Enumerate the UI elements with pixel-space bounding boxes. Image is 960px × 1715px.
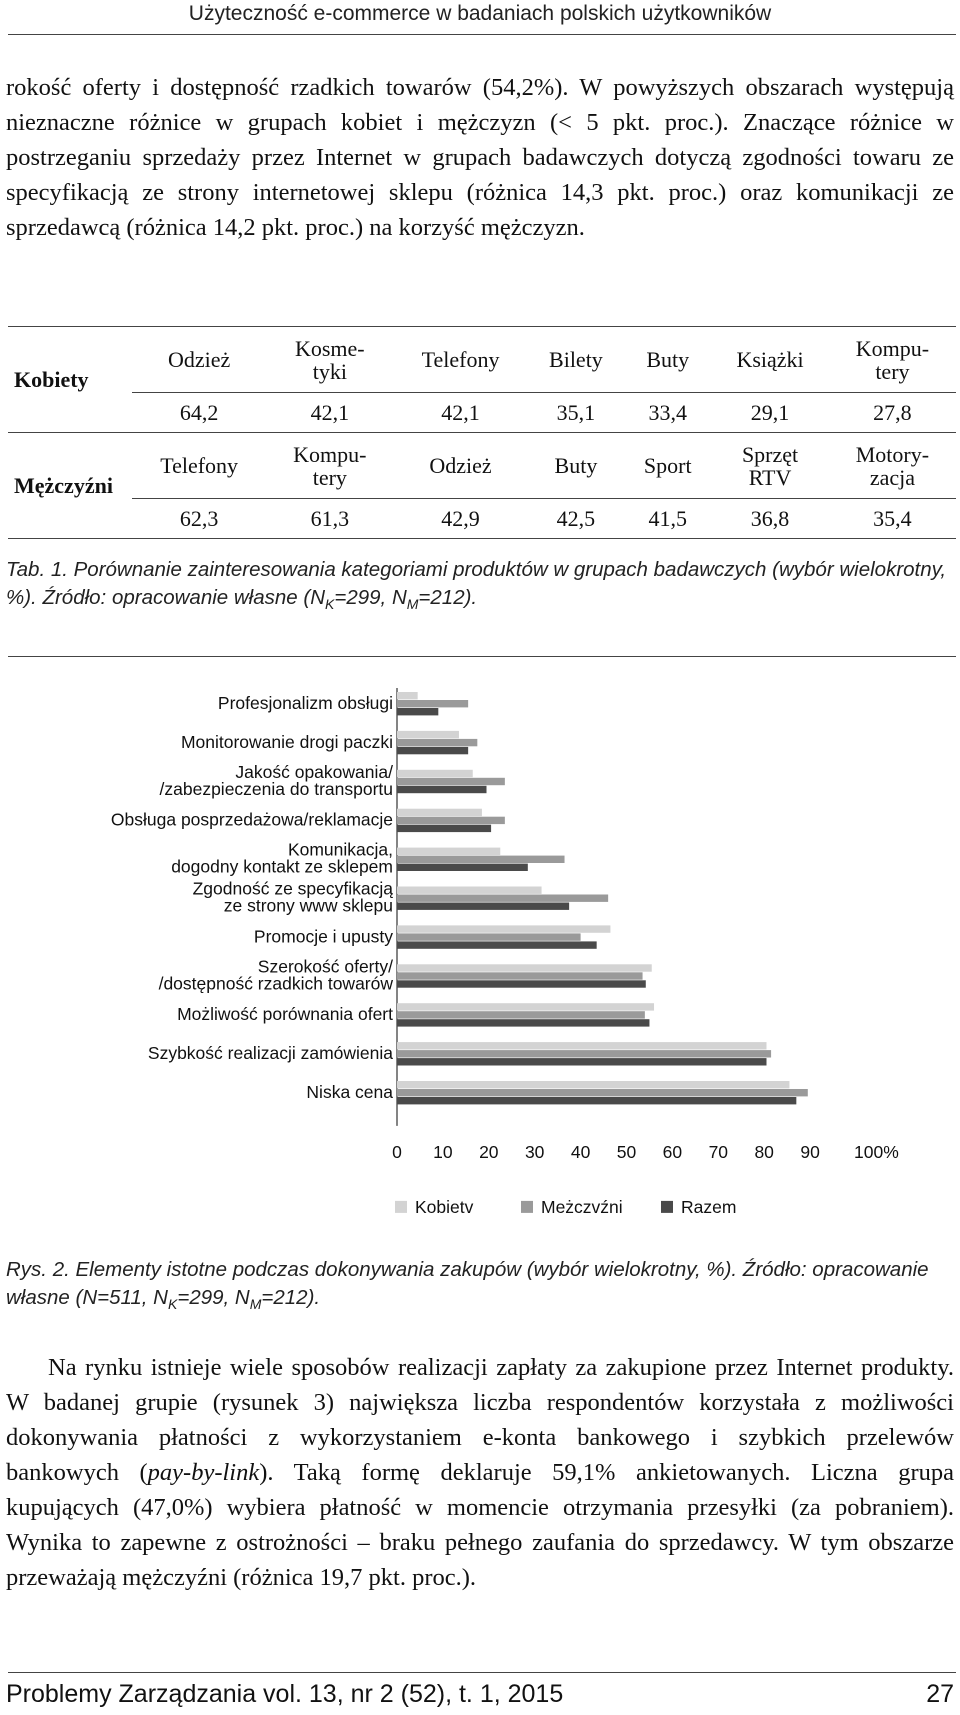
category-label: Zgodność ze specyfikacją ze strony www sklepu	[192, 878, 393, 916]
table-category-cell: Kompu- tery	[266, 433, 393, 499]
legend-label: Razem	[681, 1196, 737, 1217]
bar-mężczyźni	[397, 700, 468, 707]
bar-razem	[397, 1058, 766, 1065]
table-category-cell: Kompu- tery	[829, 327, 956, 393]
bar-razem	[397, 1097, 796, 1104]
bar-razem	[397, 1019, 649, 1026]
journal-footer	[6, 1680, 954, 1709]
table-value-cell: 62,3	[132, 499, 266, 539]
bar-kobiety	[397, 848, 500, 855]
bar-mężczyźni	[397, 972, 643, 979]
table-category-cell: Kosme- tyki	[266, 327, 393, 393]
table-group-label: Mężczyźni	[8, 433, 132, 539]
table-category-cell: Bilety	[528, 327, 625, 393]
table-category-cell: Motory- zacja	[829, 433, 956, 499]
bar-kobiety	[397, 1003, 654, 1010]
legend-swatch-razem	[661, 1201, 673, 1213]
journal-name: Problemy Zarządzania vol. 13, nr 2 (52), t. 1, 2015	[6, 1680, 564, 1708]
footer-rule	[8, 1672, 956, 1673]
table-category-cell: Książki	[711, 327, 829, 393]
bar-mężczyźni	[397, 933, 581, 940]
bar-razem	[397, 903, 569, 910]
table-value-cell: 42,1	[266, 393, 393, 433]
table-value-cell: 35,1	[528, 393, 625, 433]
bar-kobiety	[397, 887, 542, 894]
figure-caption: Rys. 2. Elementy istotne podczas dokonywania zakupów (wybór wielokrotny, %). Źródło: opracowanie własne (N=511, $N_K=299$, $N_M=212$).	[6, 1258, 929, 1313]
bar-kobiety	[397, 692, 418, 699]
table-value-cell: 42,9	[393, 499, 527, 539]
table-value-cell: 64,2	[132, 393, 266, 433]
legend-swatch-kobiety	[395, 1201, 407, 1213]
figure-top-rule	[8, 656, 956, 657]
table-category-cell: Buty	[624, 327, 711, 393]
category-label: Możliwość porównania ofert	[177, 1004, 393, 1025]
table-value-cell: 42,5	[528, 499, 625, 539]
bar-mężczyźni	[397, 739, 477, 746]
table-value-cell: 35,4	[829, 499, 956, 539]
x-tick-label: 100%	[854, 1141, 899, 1162]
bar-razem	[397, 825, 491, 832]
category-label: Szerokość oferty/ /dostępność rzadkich towarów	[158, 956, 393, 994]
table-category-cell: Odzież	[393, 433, 527, 499]
body-paragraph: Na rynku istnieje wiele sposobów realizacji zapłaty za zakupione przez Internet produkty. W badanej grupie (rysunek 3) największa liczba respondentów korzystała z możliwości dokonywania płatności z wykorzystaniem e-konta bankowego i szybkich przelewów bankowych (pay-by-link). Taką formę deklaruje 59,1% ankietowanych. Liczna grupa kupujących (47,0%) wybiera płatność w momencie otrzymania przesyłki (za pobraniem). Wynika to zapewne z ostrożności – braku pełnego zaufania do sprzedawcy. W tym obszarze przeważają mężczyźni (różnica 19,7 pkt. proc.).	[6, 1354, 954, 1591]
bar-mężczyźni	[397, 817, 505, 824]
x-tick-label: 0	[392, 1141, 402, 1162]
intro-paragraph: rokość oferty i dostępność rzadkich towarów (54,2%). W powyższych obszarach występują nieznaczne różnice w grupach kobiet i mężczyzn (< 5 pkt. proc.). Znaczące różnice w postrzeganiu sprzedaży przez Internet w grupach badawczych dotyczą zgodności towaru ze specyfikacją ze strony internetowej sklepu (różnica 14,3 pkt. proc.) oraz komunikacji ze sprzedawcą (różnica 14,2 pkt. proc.) na korzyść mężczyzn.	[6, 74, 954, 241]
bar-kobiety	[397, 731, 459, 738]
x-tick-label: 30	[524, 1141, 545, 1162]
table-value-cell: 61,3	[266, 499, 393, 539]
running-title: Użyteczność e-commerce w badaniach polskich użytkowników	[188, 2, 772, 25]
table-group-label: Kobiety	[8, 327, 132, 433]
category-label: Komunikacja, dogodny kontakt ze sklepem	[171, 839, 393, 877]
x-tick-label: 80	[754, 1141, 774, 1162]
category-label: Szybkość realizacji zamówienia	[147, 1043, 393, 1064]
bar-mężczyźni	[397, 1050, 771, 1057]
table-category-cell: Telefony	[132, 433, 266, 499]
bar-razem	[397, 786, 487, 793]
page-number: 27	[926, 1680, 954, 1708]
x-tick-label: 60	[662, 1141, 683, 1162]
bar-mężczyźni	[397, 778, 505, 785]
category-label: Jakość opakowania/ /zabezpieczenia do transportu	[159, 761, 393, 799]
table-value-cell: 29,1	[711, 393, 829, 433]
bar-razem	[397, 747, 468, 754]
bar-mężczyźni	[397, 1011, 645, 1018]
table-category-cell: Odzież	[132, 327, 266, 393]
x-tick-label: 90	[800, 1141, 820, 1162]
table-category-cell: Sport	[624, 433, 711, 499]
elements-bar-chart	[0, 684, 960, 1224]
bar-kobiety	[397, 770, 473, 777]
table-category-cell: Sprzęt RTV	[711, 433, 829, 499]
bar-razem	[397, 980, 646, 987]
category-table	[8, 326, 956, 539]
category-label: Profesjonalizm obsługi	[217, 693, 393, 713]
legend-label: Kobietv	[415, 1196, 474, 1217]
x-tick-label: 20	[479, 1141, 499, 1162]
bar-kobiety	[397, 1081, 789, 1088]
x-tick-label: 10	[433, 1141, 453, 1162]
bar-mężczyźni	[397, 895, 608, 902]
category-label: Niska cena	[306, 1082, 393, 1102]
category-label: Promocje i upusty	[253, 926, 393, 947]
category-label: Monitorowanie drogi paczki	[180, 731, 393, 752]
x-tick-label: 70	[708, 1141, 729, 1162]
x-tick-label: 50	[616, 1141, 637, 1162]
bar-mężczyźni	[397, 1089, 808, 1096]
bar-razem	[397, 708, 438, 715]
table-value-cell: 41,5	[624, 499, 711, 539]
category-label: Obsługa posprzedażowa/reklamacje	[110, 809, 393, 830]
bar-razem	[397, 864, 528, 871]
table-category-cell: Buty	[528, 433, 625, 499]
bar-mężczyźni	[397, 856, 565, 863]
bar-razem	[397, 941, 597, 948]
table-caption: Tab. 1. Porównanie zainteresowania kategoriami produktów w grupach badawczych (wybór wielokrotny, %). Źródło: opracowanie własne ($N_K=299$, $N_M=212$).	[6, 558, 947, 613]
bar-kobiety	[397, 925, 610, 932]
header-rule	[8, 34, 956, 35]
bar-kobiety	[397, 809, 482, 816]
legend-swatch-mężczyźni	[521, 1201, 533, 1213]
table-value-cell: 33,4	[624, 393, 711, 433]
legend-label: Meżczvźni	[541, 1196, 623, 1217]
x-tick-label: 40	[570, 1141, 591, 1162]
table-value-cell: 36,8	[711, 499, 829, 539]
bar-kobiety	[397, 964, 652, 971]
table-category-cell: Telefony	[393, 327, 527, 393]
table-value-cell: 42,1	[393, 393, 527, 433]
bar-kobiety	[397, 1042, 766, 1049]
table-value-cell: 27,8	[829, 393, 956, 433]
